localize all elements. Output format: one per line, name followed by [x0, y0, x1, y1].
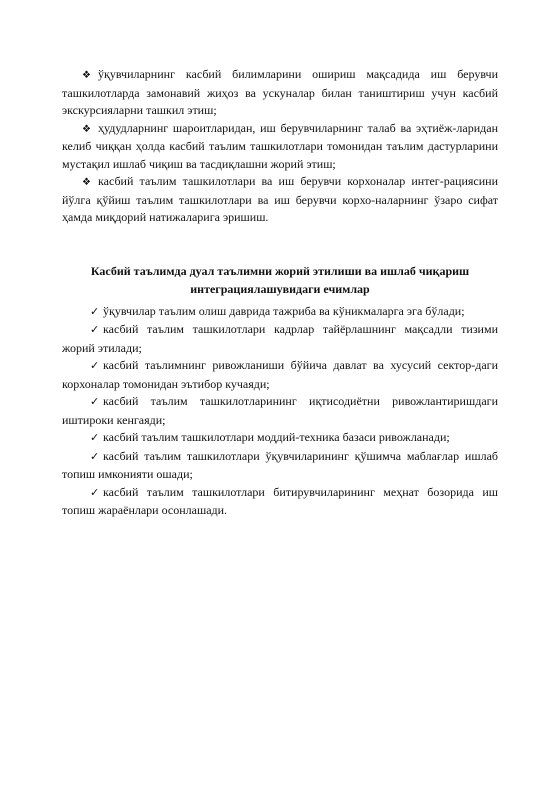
check-item: [62, 303, 498, 322]
check-item-text: касбий таълим ташкилотлари кадрлар тайёрлашнинг мақсадли тизими жорий этилади;: [62, 322, 498, 355]
check-icon: ✓: [90, 324, 100, 336]
section-heading: Касбий таълимда дуал таълимни жорий этилиши ва ишлаб чиқариш интеграциялашувидаги ечимлар: [90, 263, 470, 296]
bullet-text: ҳудудларнинг шароитларидан, иш берувчиларнинг талаб ва эҳтиёж-ларидан келиб чиққан ҳолда касбий таълим ташкилотлари томонидан таълим дастурларини мустақил ишлаб чиқиш ва тасдиқлашни жорий этиш;: [62, 120, 498, 171]
check-item: [62, 357, 498, 393]
check-icon: ✓: [90, 432, 100, 444]
bullet-text: касбий таълим ташкилотлари ва иш берувчи корхоналар интег-рациясини йўлга қўйиш таълим ташкилотлари ва иш берувчи корхо-наларнинг ўзаро сифат ҳамда миқдорий натижаларига эришиш.: [62, 174, 498, 224]
check-icon: ✓: [90, 486, 100, 499]
check-item: [62, 448, 498, 484]
bullet-paragraph: [62, 173, 498, 227]
check-item-text: касбий таълим ташкилотлари моддий-техника базаси ривожланади;: [103, 430, 450, 444]
intro-bullet-list: [62, 66, 498, 227]
check-item-text: касбий таълим ташкилотлари битирувчиларининг меҳнат бозорида иш топиш жараёнлари осонлашади.: [62, 484, 498, 517]
check-item: [62, 429, 498, 448]
check-icon: ✓: [90, 396, 100, 408]
diamond-bullet-icon: ❖: [82, 70, 91, 81]
check-list: [62, 303, 498, 520]
check-item-text: касбий таълим ташкилотлари ўқувчиларининг қўшимча маблағлар ишлаб топиш имконияти ошади;: [62, 448, 498, 481]
diamond-bullet-icon: ❖: [82, 177, 91, 188]
bullet-paragraph: [62, 66, 498, 120]
bullet-paragraph: [62, 120, 498, 174]
check-icon: ✓: [90, 305, 100, 318]
check-item: [62, 393, 498, 429]
check-icon: ✓: [90, 450, 100, 463]
check-item: [62, 321, 498, 357]
check-item-text: касбий таълимнинг ривожланиши бўйича давлат ва хусусий сектор-даги корхоналар томонидан эътибор кучаяди;: [62, 358, 498, 391]
document-page: [62, 66, 498, 520]
check-item: [62, 484, 498, 520]
check-icon: ✓: [90, 360, 100, 372]
check-item-text: ўқувчилар таълим олиш даврида тажриба ва кўникмаларга эга бўлади;: [103, 303, 465, 318]
diamond-bullet-icon: ❖: [82, 123, 91, 135]
bullet-text: ўқувчиларнинг касбий билимларини ошириш мақсадида иш берувчи ташкилотларда замонавий жиҳоз ва ускуналар билан таништириш учун касбий экскурсияларни ташкил этиш;: [62, 67, 498, 117]
check-item-text: касбий таълим ташкилотларининг иқтисодиётни ривожлантиришдаги иштироки кенгаяди;: [62, 394, 498, 427]
